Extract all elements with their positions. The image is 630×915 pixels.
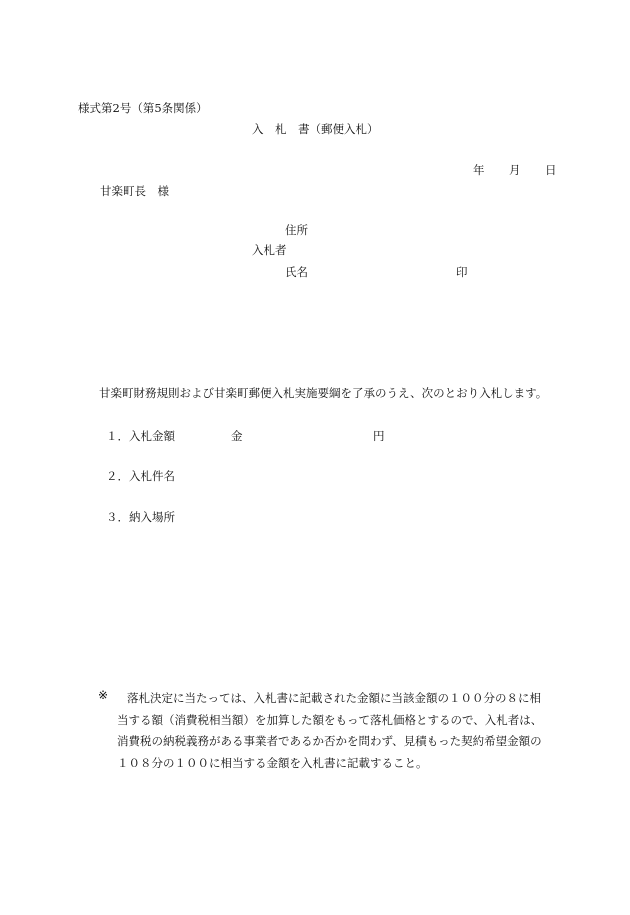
bidder-label: 入札者 [252, 243, 287, 257]
name-label: 氏名 [285, 265, 308, 279]
note-mark: ※ [98, 688, 109, 702]
item-subject-label: ２．入札件名 [106, 469, 175, 483]
item-amount-label: １．入札金額 [106, 429, 175, 443]
statement: 甘楽町財務規則および甘楽町郵便入札実施要綱を了承のうえ、次のとおり入札します。 [99, 386, 548, 400]
note-body [117, 688, 567, 774]
note-line: 当する額（消費税相当額）を加算した額をもって落札価格とするので、入札者は、 [117, 712, 543, 727]
date-day: 日 [545, 163, 557, 177]
date-year: 年 [473, 163, 485, 177]
addressee: 甘楽町長 様 [100, 184, 169, 198]
address-label: 住所 [285, 223, 308, 237]
date-month: 月 [509, 163, 521, 177]
note-line: 落札決定に当たっては、入札書に記載された金額に当該金額の１００分の８に相 [127, 691, 541, 705]
item-location-label: ３．納入場所 [106, 510, 175, 524]
document-title: 入 札 書（郵便入札） [252, 122, 379, 136]
note-line: １０８分の１００に相当する金額を入札書に記載すること。 [117, 755, 428, 770]
item-amount-prefix: 金 [231, 429, 243, 443]
seal-label: 印 [456, 265, 468, 279]
note-line: 消費税の納税義務がある事業者であるか否かを問わず、見積もった契約希望金額の [117, 734, 542, 748]
item-amount-suffix: 円 [373, 429, 385, 443]
form-number: 様式第2号（第5条関係） [78, 101, 208, 115]
